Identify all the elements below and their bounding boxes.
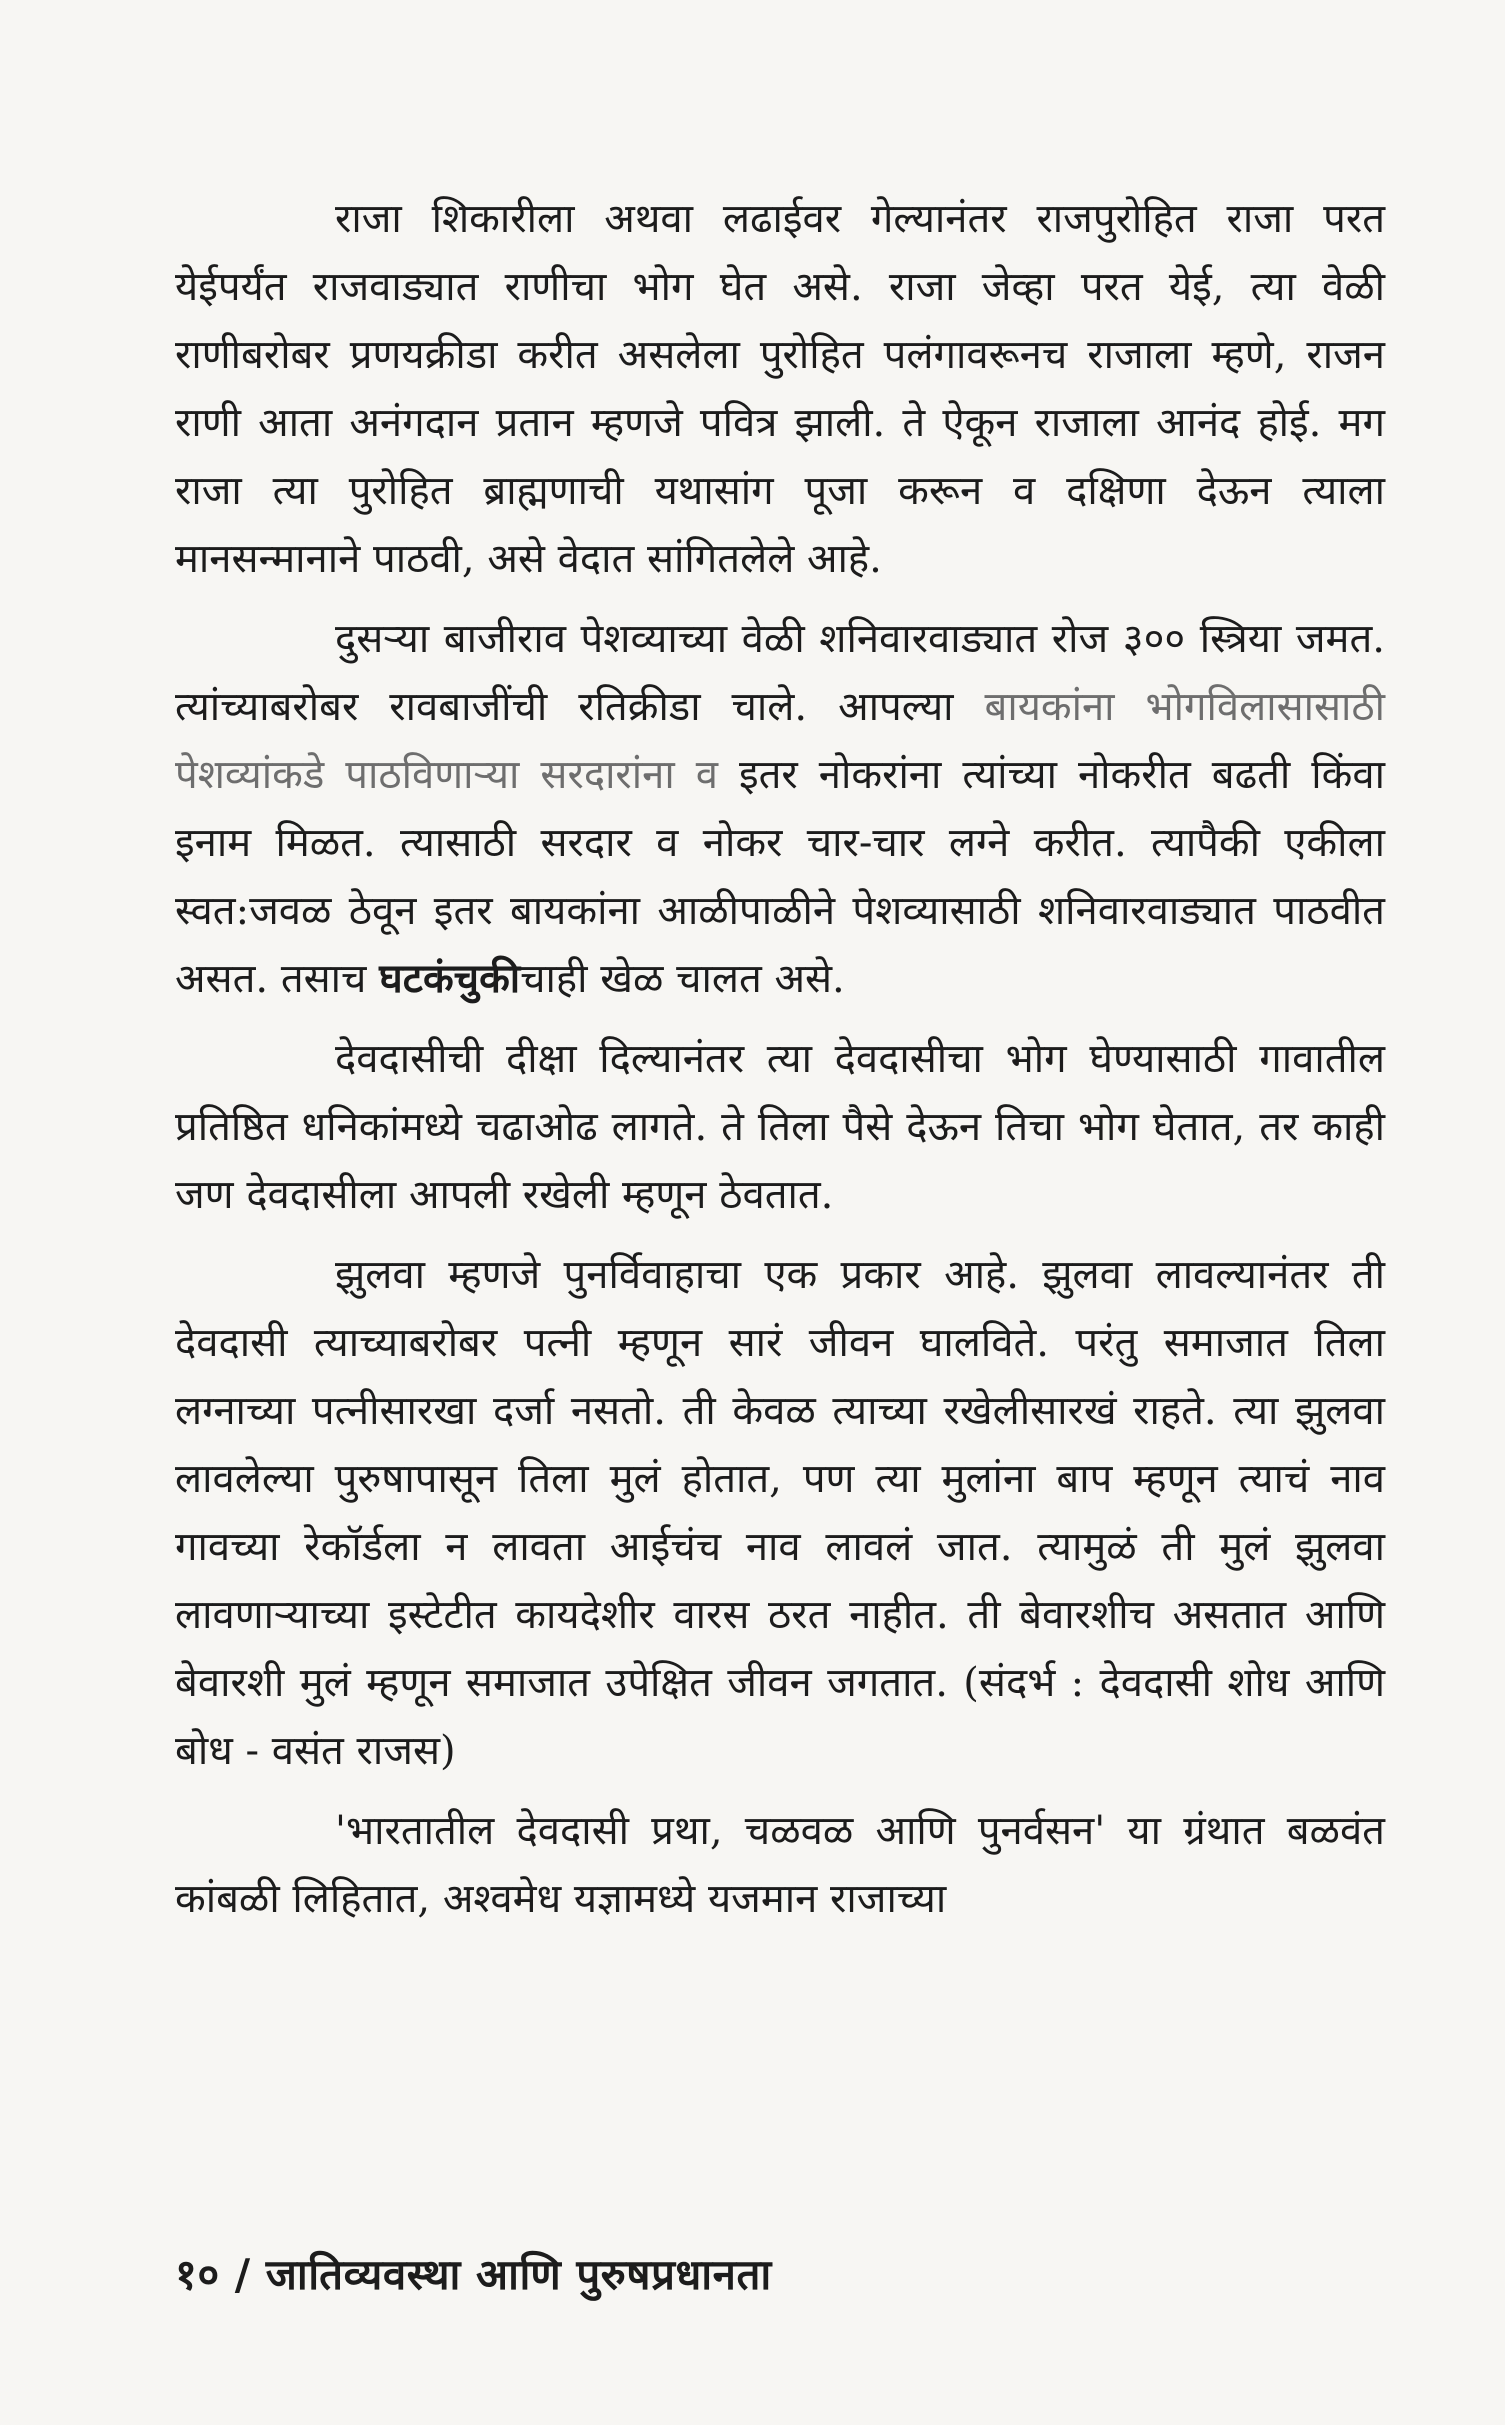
paragraph-2-part-c: इतर नोकरांना त्यांच्या नोकरीत बढती किंवा इनाम मिळत. त्यासाठी सरदार व नोकर चार-चार लग्ने करीत. त्यापैकी एकीला स्वत:जवळ ठेवून इतर बायकांना आळीपाळीने पेशव्यासाठी शनिवारवाड्यात पाठवीत असत. तसाच [175,752,1385,1002]
paragraph-3: देवदासीची दीक्षा दिल्यानंतर त्या देवदासीचा भोग घेण्यासाठी गावातील प्रतिष्ठित धनिकांमध्ये चढाओढ लागते. ते तिला पैसे देऊन तिचा भोग घेतात, तर काही जण देवदासीला आपली रखेली म्हणून ठेवतात. [175,1036,1385,1218]
paragraph-2-part-d: चाही खेळ चालत असे. [520,956,845,1002]
paragraph-2-bold-term: घटकंचुकी [379,955,521,1002]
paragraph-2-faded-line: बायकांना भोगविलासासाठी पेशव्यांकडे पाठविणाऱ्या सरदारांना व [175,684,1385,798]
page-footer: १० / जातिव्यवस्था आणि पुरुषप्रधानता [175,2250,772,2299]
paragraph-4: झुलवा म्हणजे पुनर्विवाहाचा एक प्रकार आहे. झुलवा लावल्यानंतर ती देवदासी त्याच्याबरोबर पत्नी म्हणून सारं जीवन घालविते. परंतु समाजात तिला लग्नाच्या पत्नीसारखा दर्जा नसतो. ती केवळ त्याच्या रखेलीसारखं राहते. त्या झुलवा लावलेल्या पुरुषापासून तिला मुलं होतात, पण त्या मुलांना बाप म्हणून त्याचं नाव गावच्या रेकॉर्डला न लावता आईचंच नाव लावलं जात. त्यामुळं ती मुलं झुलवा लावणाऱ्याच्या इस्टेटीत कायदेशीर वारस ठरत नाहीत. ती बेवारशीच असतात आणि बेवारशी मुलं म्हणून समाजात उपेक्षित जीवन जगतात. (संदर्भ : देवदासी शोध आणि बोध - वसंत राजस) [175,1252,1385,1774]
paragraph-5: 'भारतातील देवदासी प्रथा, चळवळ आणि पुनर्वसन' या ग्रंथात बळवंत कांबळी लिहितात, अश्वमेध यज्ञामध्ये यजमान राजाच्या [175,1808,1385,1922]
paragraph-2-part-a: दुसऱ्या बाजीराव पेशव्याच्या वेळी शनिवारवाड्यात रोज ३०० स्त्रिया जमत. त्यांच्याबरोबर रावबाजींची रतिक्रीडा चाले. आपल्या [175,616,1385,730]
paragraph-2 [175,605,1385,1013]
paragraph-1: राजा शिकारीला अथवा लढाईवर गेल्यानंतर राजपुरोहित राजा परत येईपर्यंत राजवाड्यात राणीचा भोग घेत असे. राजा जेव्हा परत येई, त्या वेळी राणीबरोबर प्रणयक्रीडा करीत असलेला पुरोहित पलंगावरूनच राजाला म्हणे, राजन राणी आता अनंगदान प्रतान म्हणजे पवित्र झाली. ते ऐकून राजाला आनंद होई. मग राजा त्या पुरोहित ब्राह्मणाची यथासांग पूजा करून व दक्षिणा देऊन त्याला मानसन्मानाने पाठवी, असे वेदात सांगितलेले आहे. [175,196,1385,582]
page-body [175,185,1385,2185]
